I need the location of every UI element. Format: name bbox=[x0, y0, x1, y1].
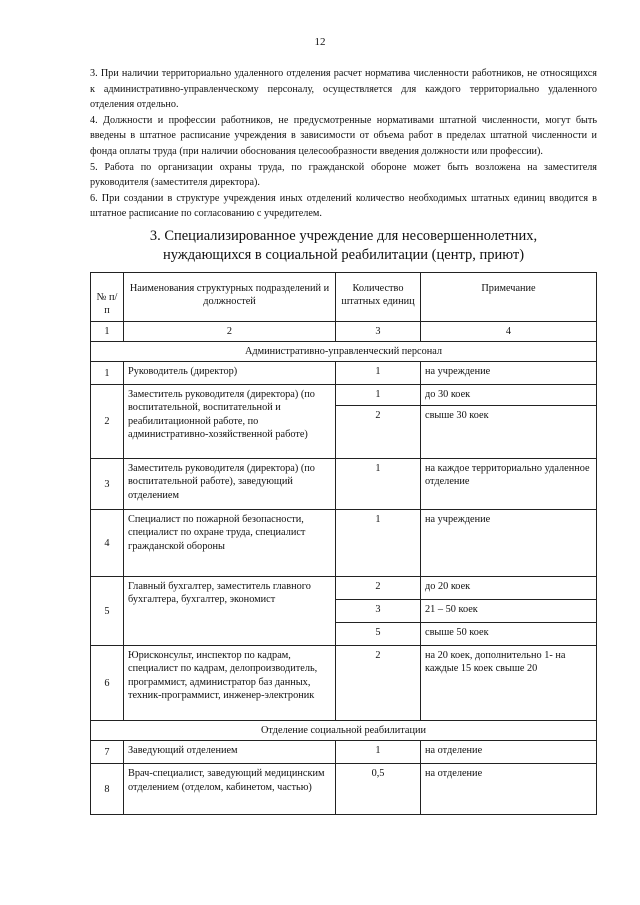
row-number: 7 bbox=[91, 741, 124, 764]
row-number: 5 bbox=[91, 577, 124, 646]
column-number: 1 bbox=[91, 321, 124, 341]
column-number: 4 bbox=[421, 321, 597, 341]
section-header: Отделение социальной реабилитации bbox=[91, 721, 597, 741]
note: до 20 коек bbox=[421, 577, 597, 600]
staff-quantity: 2 bbox=[336, 406, 421, 459]
staff-quantity: 1 bbox=[336, 741, 421, 764]
note: на 20 коек, дополнительно 1- на каждые 15 коек свыше 20 bbox=[421, 646, 597, 721]
section-title bbox=[90, 227, 597, 265]
row-number: 3 bbox=[91, 459, 124, 510]
body-text bbox=[90, 66, 597, 222]
row-number: 4 bbox=[91, 510, 124, 577]
staff-quantity: 1 bbox=[336, 385, 421, 406]
note: на отделение bbox=[421, 764, 597, 815]
section-header: Административно-управленческий персонал bbox=[91, 341, 597, 361]
note: на отделение bbox=[421, 741, 597, 764]
staff-quantity: 2 bbox=[336, 646, 421, 721]
position-name: Врач-специалист, заведующий медицинским отделением (отделом, кабинетом, частью) bbox=[124, 764, 336, 815]
note: свыше 50 коек bbox=[421, 623, 597, 646]
staff-quantity: 3 bbox=[336, 600, 421, 623]
page-number: 12 bbox=[314, 36, 326, 48]
table-row bbox=[91, 459, 597, 510]
position-name: Заведующий отделением bbox=[124, 741, 336, 764]
header-number: № п/п bbox=[91, 273, 124, 322]
table-row bbox=[91, 577, 597, 600]
table-row bbox=[91, 385, 597, 406]
section-header-row bbox=[91, 721, 597, 741]
table-row bbox=[91, 510, 597, 577]
note: на каждое территориально удаленное отделение bbox=[421, 459, 597, 510]
paragraph: 5. Работа по организации охраны труда, по гражданской обороне может быть возложена на заместителя руководителя (заместителя директора). bbox=[90, 161, 597, 189]
row-number: 8 bbox=[91, 764, 124, 815]
position-name: Заместитель руководителя (директора) (по воспитательной работе), заведующий отделением bbox=[124, 459, 336, 510]
staff-quantity: 2 bbox=[336, 577, 421, 600]
table-row bbox=[91, 362, 597, 385]
position-name: Юрисконсульт, инспектор по кадрам, специалист по кадрам, делопроизводитель, программист, администратор баз данных, техник-программист, инженер-электроник bbox=[124, 646, 336, 721]
header-quantity: Количество штатных единиц bbox=[336, 273, 421, 322]
position-name: Руководитель (директор) bbox=[124, 362, 336, 385]
staff-quantity: 1 bbox=[336, 510, 421, 577]
column-numbers-row bbox=[91, 321, 597, 341]
position-name: Специалист по пожарной безопасности, специалист по охране труда, специалист гражданской обороны bbox=[124, 510, 336, 577]
position-name: Главный бухгалтер, заместитель главного бухгалтера, бухгалтер, экономист bbox=[124, 577, 336, 646]
paragraph: 3. При наличии территориально удаленного отделения расчет норматива численности работников, не относящихся к административно-управленческому персоналу, осуществляется для каждого территориально удаленного отделения отдельно. bbox=[90, 68, 597, 111]
table-row bbox=[91, 764, 597, 815]
row-number: 6 bbox=[91, 646, 124, 721]
note: 21 – 50 коек bbox=[421, 600, 597, 623]
section-header-row bbox=[91, 341, 597, 361]
note: свыше 30 коек bbox=[421, 406, 597, 459]
staffing-table bbox=[90, 272, 597, 815]
column-number: 2 bbox=[124, 321, 336, 341]
table-row bbox=[91, 646, 597, 721]
note: на учреждение bbox=[421, 362, 597, 385]
table-header-row bbox=[91, 273, 597, 322]
column-number: 3 bbox=[336, 321, 421, 341]
note: на учреждение bbox=[421, 510, 597, 577]
header-note: Примечание bbox=[421, 273, 597, 322]
paragraph: 4. Должности и профессии работников, не предусмотренные нормативами штатной численности, могут быть введены в штатное расписание учреждения в зависимости от объема работ в пределах штатной численности и фонда оплаты труда (при наличии обоснования целесообразности введения должности или профессии). bbox=[90, 114, 597, 157]
staff-quantity: 5 bbox=[336, 623, 421, 646]
note: до 30 коек bbox=[421, 385, 597, 406]
row-number: 2 bbox=[91, 385, 124, 459]
section-title-line: 3. Специализированное учреждение для несовершеннолетних, bbox=[149, 228, 538, 244]
header-name: Наименования структурных подразделений и должностей bbox=[124, 273, 336, 322]
section-title-line: нуждающихся в социальной реабилитации (центр, приют) bbox=[162, 247, 525, 263]
table-row bbox=[91, 741, 597, 764]
staff-quantity: 1 bbox=[336, 459, 421, 510]
staff-quantity: 1 bbox=[336, 362, 421, 385]
paragraph: 6. При создании в структуре учреждения иных отделений количество необходимых штатных единиц вводится в штатное расписание по согласованию с учредителем. bbox=[90, 192, 597, 220]
staff-quantity: 0,5 bbox=[336, 764, 421, 815]
position-name: Заместитель руководителя (директора) (по воспитательной, воспитательной и реабилитационной работе, по административно-хозяйственной работе) bbox=[124, 385, 336, 459]
row-number: 1 bbox=[91, 362, 124, 385]
